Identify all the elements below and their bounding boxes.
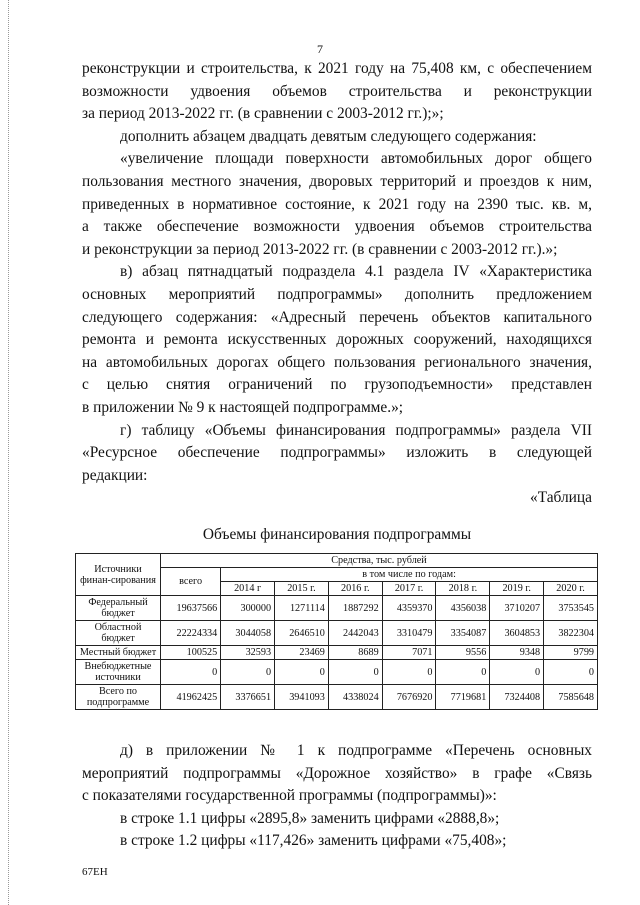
table-row xyxy=(76,646,598,660)
page-number: 7 xyxy=(317,42,323,56)
text-line: а также обеспечение возможности удвоения объемов строительства xyxy=(82,218,592,236)
text-line: возможности удвоения объемов строительства и реконструкции xyxy=(82,82,592,100)
row-value: 9348 xyxy=(490,646,544,660)
row-source: Местный бюджет xyxy=(76,646,161,660)
row-source: Областной бюджет xyxy=(76,621,161,646)
row-total: 22224334 xyxy=(161,621,221,646)
text-line: «Таблица xyxy=(530,489,592,507)
header-total: всего xyxy=(161,568,221,596)
row-value: 32593 xyxy=(221,646,275,660)
row-total: 100525 xyxy=(161,646,221,660)
text-line: с целью снятия ограничений по грузоподъемности» представлен xyxy=(82,376,592,394)
year-header: 2019 г. xyxy=(490,582,544,596)
row-value: 300000 xyxy=(221,596,275,621)
row-value: 3354087 xyxy=(436,621,490,646)
row-value: 9799 xyxy=(544,646,598,660)
year-header: 2018 г. xyxy=(436,582,490,596)
header-source: Источники финан-сирования xyxy=(76,554,161,596)
text-line: на автомобильных дорогах общего пользования регионального значения, xyxy=(82,353,592,371)
text-line: «увеличение площади поверхности автомобильных дорог общего xyxy=(120,150,592,168)
row-value: 3310479 xyxy=(382,621,436,646)
row-value: 0 xyxy=(275,660,329,685)
row-value: 4356038 xyxy=(436,596,490,621)
header-by-years: в том числе по годам: xyxy=(221,568,598,582)
text-line: «Ресурсное обеспечение подпрограммы» изложить в следующей xyxy=(82,444,592,462)
row-value: 0 xyxy=(328,660,382,685)
row-value: 7719681 xyxy=(436,685,490,710)
row-value: 8689 xyxy=(328,646,382,660)
row-source: Федеральный бюджет xyxy=(76,596,161,621)
text-line: реконструкции и строительства, к 2021 году на 75,408 км, с обеспечением xyxy=(82,60,592,77)
text-line: основных мероприятий подпрограммы» дополнить предложением xyxy=(82,285,592,303)
row-value: 3044058 xyxy=(221,621,275,646)
text-line: и реконструкции за период 2013-2022 гг. (в сравнении с 2003-2012 гг.).»; xyxy=(82,240,558,258)
table-row xyxy=(76,660,598,685)
text-line: дополнить абзацем двадцать девятым следующего содержания: xyxy=(120,127,537,145)
row-value: 9556 xyxy=(436,646,490,660)
row-value: 7676920 xyxy=(382,685,436,710)
row-value: 0 xyxy=(382,660,436,685)
text-line: с показателями государственной программы (подпрограммы)»: xyxy=(82,787,497,805)
year-header: 2020 г. xyxy=(544,582,598,596)
table-row xyxy=(76,621,598,646)
year-header: 2014 г xyxy=(221,582,275,596)
table-caption: Объемы финансирования подпрограммы xyxy=(202,526,472,543)
body-text-top xyxy=(82,58,592,510)
row-value: 7324408 xyxy=(490,685,544,710)
row-value: 7585648 xyxy=(544,685,598,710)
row-value: 4338024 xyxy=(328,685,382,710)
year-header: 2017 г. xyxy=(382,582,436,596)
text-line: ремонта и ремонта искусственных дорожных сооружений, находящихся xyxy=(82,331,592,349)
text-line: д) в приложении № 1 к подпрограмме «Перечень основных xyxy=(120,742,592,759)
row-source: Всего по подпрограмме xyxy=(76,685,161,710)
footer-code: 67ЕН xyxy=(82,866,108,878)
text-line: за период 2013-2022 гг. (в сравнении с 2003-2012 гг.);»; xyxy=(82,105,444,123)
scan-edge xyxy=(8,0,9,905)
row-value: 3710207 xyxy=(490,596,544,621)
text-line: редакции: xyxy=(82,466,148,484)
text-line: в) абзац пятнадцатый подраздела 4.1 раздела IV «Характеристика xyxy=(120,263,592,281)
financing-table xyxy=(75,553,598,710)
row-value: 3822304 xyxy=(544,621,598,646)
year-header: 2015 г. xyxy=(275,582,329,596)
row-value: 0 xyxy=(490,660,544,685)
row-value: 3376651 xyxy=(221,685,275,710)
row-source: Внебюджетные источники xyxy=(76,660,161,685)
text-line: мероприятий подпрограммы «Дорожное хозяйство» в графе «Связь xyxy=(82,764,592,782)
row-value: 2646510 xyxy=(275,621,329,646)
row-total: 41962425 xyxy=(161,685,221,710)
row-value: 1271114 xyxy=(275,596,329,621)
row-value: 0 xyxy=(436,660,490,685)
row-total: 19637566 xyxy=(161,596,221,621)
row-value: 3604853 xyxy=(490,621,544,646)
text-line: в строке 1.1 цифры «2895,8» заменить цифрами «2888,8»; xyxy=(120,809,500,827)
body-text-bottom xyxy=(82,740,592,853)
row-value: 7071 xyxy=(382,646,436,660)
row-value: 1887292 xyxy=(328,596,382,621)
table-row xyxy=(76,596,598,621)
row-value: 0 xyxy=(221,660,275,685)
row-value: 0 xyxy=(544,660,598,685)
year-header: 2016 г. xyxy=(328,582,382,596)
row-value: 3941093 xyxy=(275,685,329,710)
text-line: пользования местного значения, дворовых территорий и проездов к ним, xyxy=(82,172,592,190)
text-line: г) таблицу «Объемы финансирования подпрограммы» раздела VII xyxy=(120,421,592,439)
table-row xyxy=(76,685,598,710)
header-means: Средства, тыс. рублей xyxy=(161,554,598,568)
row-value: 2442043 xyxy=(328,621,382,646)
row-value: 4359370 xyxy=(382,596,436,621)
row-total: 0 xyxy=(161,660,221,685)
row-value: 23469 xyxy=(275,646,329,660)
text-line: в приложении № 9 к настоящей подпрограмме.»; xyxy=(82,398,404,416)
text-line: в строке 1.2 цифры «117,426» заменить цифрами «75,408»; xyxy=(120,832,507,850)
text-line: приведенных в нормативное состояние, к 2021 году на 2390 тыс. кв. м, xyxy=(82,195,592,213)
row-value: 3753545 xyxy=(544,596,598,621)
text-line: следующего содержания: «Адресный перечень объектов капитального xyxy=(82,308,592,326)
table-body xyxy=(76,596,598,710)
